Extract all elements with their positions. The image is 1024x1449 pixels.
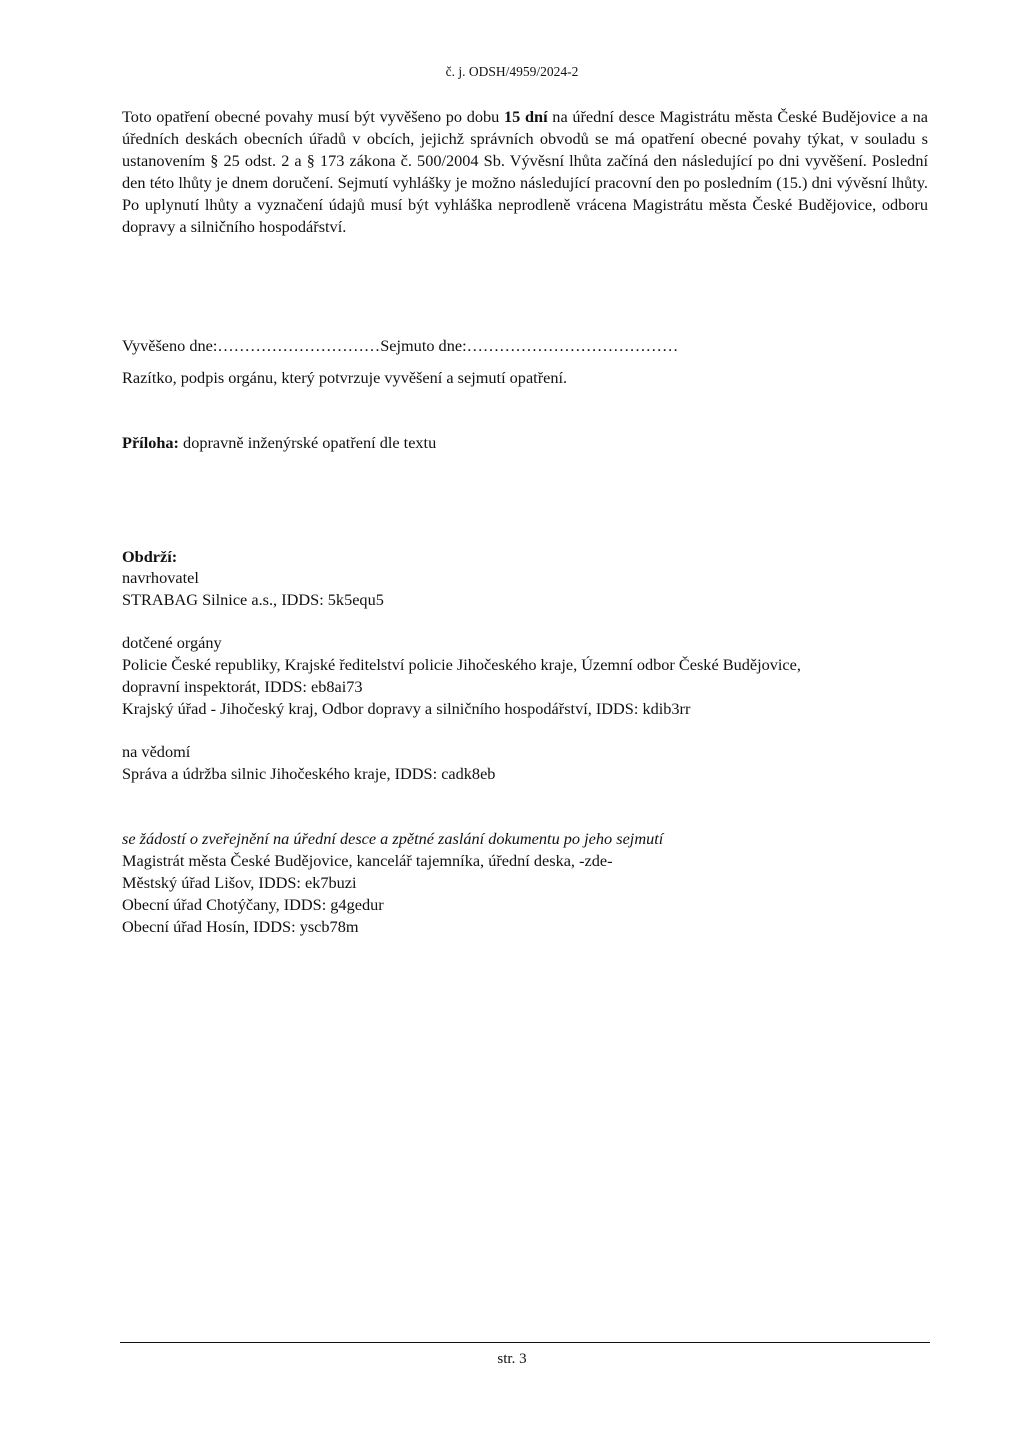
attachment-label: Příloha: [122,433,179,452]
info-label: na vědomí [122,742,191,761]
notice-text-start: Toto opatření obecné povahy musí být vyvěšeno po dobu [122,107,504,126]
publish-request-label: se žádostí o zveřejnění na úřední desce a zpětné zaslání dokumentu po jeho sejmutí [122,829,664,848]
notice-paragraph [122,106,928,238]
authority-police-line2: dopravní inspektorát, IDDS: eb8ai73 [122,677,363,696]
attachment-line [122,432,436,454]
info-entry-roads: Správa a údržba silnic Jihočeského kraje, IDDS: cadk8eb [122,764,496,783]
posting-dates-line: Vyvěšeno dne:…………………………Sejmuto dne:………………………………… [122,336,679,355]
recipients-heading: Obdrží: [122,547,178,566]
authorities-label: dotčené orgány [122,633,222,652]
publish-entry-magistrate: Magistrát města České Budějovice, kancelář tajemníka, úřední deska, -zde- [122,851,613,870]
publish-entry-hosin: Obecní úřad Hosín, IDDS: yscb78m [122,917,359,936]
stamp-note: Razítko, podpis orgánu, který potvrzuje vyvěšení a sejmutí opatření. [122,368,568,387]
publish-entry-lisov: Městský úřad Lišov, IDDS: ek7buzi [122,873,357,892]
notice-text-rest: na úřední desce Magistrátu města České Budějovice a na úředních deskách obecních úřadů v obcích, jejichž správních obvodů se má opatření obecné povahy týkat, v souladu s ustanovením § 25 odst. 2 a § 173 zákona č. 500/2004 Sb. Vývěsní lhůta začíná den následující po dni vyvěšení. Poslední den této lhůty je dnem doručení. Sejmutí vyhlášky je možno následující pracovní den po posledním (15.) dni vývěsní lhůty. Po uplynutí lhůty a vyznačení údajů musí být vyhláška neprodleně vrácena Magistrátu města České Budějovice, odboru dopravy a silničního hospodářství. [122,107,928,236]
authority-regional-office: Krajský úřad - Jihočeský kraj, Odbor dopravy a silničního hospodářství, IDDS: kdib3rr [122,699,691,718]
reference-number: č. j. ODSH/4959/2024-2 [445,64,579,79]
publish-entry-chotycany: Obecní úřad Chotýčany, IDDS: g4gedur [122,895,384,914]
attachment-text: dopravně inženýrské opatření dle textu [178,433,437,452]
applicant-label: navrhovatel [122,568,199,587]
footer-rule [120,1342,930,1343]
page-number: str. 3 [497,1351,527,1367]
applicant-entry: STRABAG Silnice a.s., IDDS: 5k5equ5 [122,590,384,609]
authority-police-line1: Policie České republiky, Krajské ředitelství policie Jihočeského kraje, Územní odbor České Budějovice, [122,655,801,674]
notice-duration: 15 dní [504,107,548,126]
